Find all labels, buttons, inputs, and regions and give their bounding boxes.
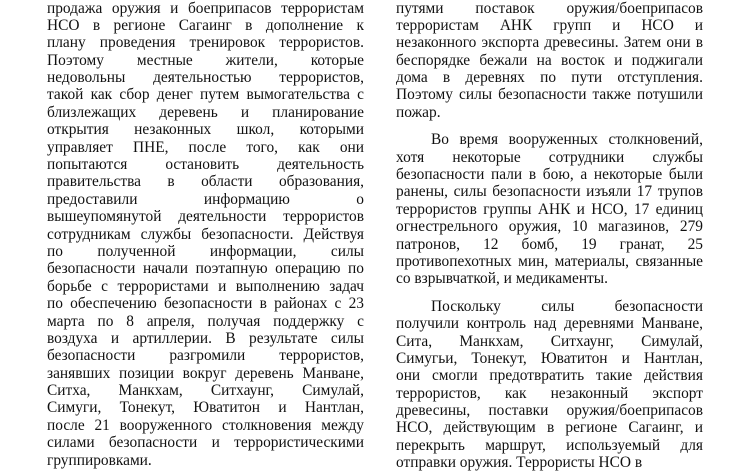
text-line: Симугьи, Тонекут, Юватитон и Нантлан, bbox=[396, 349, 703, 367]
text-line: Симуги, Тонекут, Юватитон и Нантлан, bbox=[47, 399, 364, 417]
text-line: ранены, силы безопасности изъяли 17 трупов bbox=[396, 183, 703, 201]
text-line: сотрудникам службы безопасности. Действуя bbox=[47, 225, 364, 243]
text-line: после 21 вооруженного столкновения между bbox=[47, 416, 364, 434]
text-line: путями поставок оружия/боеприпасов bbox=[396, 0, 703, 17]
text-line: занявших позиции вокруг деревень Манване, bbox=[47, 364, 364, 382]
text-line: перекрыть маршрут, используемый для bbox=[396, 436, 703, 454]
text-line: вышеупомянутой деятельности террористов bbox=[47, 208, 364, 226]
text-line: террористов группы АНК и НСО, 17 единиц bbox=[396, 200, 703, 218]
text-line: по обеспечению безопасности в районах с 23 bbox=[47, 295, 364, 313]
text-line: безопасности пали в бою, а некоторые были bbox=[396, 166, 703, 184]
text-line: безопасности разгромили террористов, bbox=[47, 347, 364, 365]
right-column bbox=[396, 0, 703, 472]
text-line: правительства в области образования, bbox=[47, 173, 364, 191]
text-line: плану проведения тренировок террористов. bbox=[47, 34, 364, 52]
text-line: хотя некоторые сотрудники службы bbox=[396, 148, 703, 166]
text-line: Поскольку силы безопасности bbox=[431, 297, 703, 315]
text-line: получили контроль над деревнями Манване, bbox=[396, 315, 703, 333]
text-line: огнестрельного оружия, 10 магазинов, 279 bbox=[396, 218, 703, 236]
text-line: попытаются остановить деятельность bbox=[47, 156, 364, 174]
text-line: древесины, поставки оружия/боеприпасов bbox=[396, 402, 703, 420]
text-line: управляет ПНЕ, после того, как они bbox=[47, 138, 364, 156]
text-line: Ситха, Манкхам, Ситхаунг, Симулай, bbox=[47, 382, 364, 400]
text-line: продажа оружия и боеприпасов террористам bbox=[47, 0, 364, 17]
text-line: НСО в регионе Сагаинг в дополнение к bbox=[47, 16, 364, 34]
text-line: со взрывчаткой, и медикаменты. bbox=[396, 270, 608, 288]
text-line: незаконного экспорта древесины. Затем они в bbox=[396, 34, 703, 52]
paragraph-gap bbox=[396, 121, 703, 131]
text-line: марта по 8 апреля, получая поддержку с bbox=[47, 312, 364, 330]
text-line: Поэтому силы безопасности также потушили bbox=[396, 86, 703, 104]
text-line: борьбе с террористами и выполнению задач bbox=[47, 277, 364, 295]
text-line: группировками. bbox=[47, 451, 152, 469]
text-line: беспорядке бежали на восток и поджигали bbox=[396, 51, 703, 69]
text-line: такой как сбор денег путем вымогательства с bbox=[47, 86, 364, 104]
text-line: пожар. bbox=[396, 103, 441, 121]
text-line: близлежащих деревень и планирование bbox=[47, 103, 364, 121]
text-line: НСО, действующим в регионе Сагаинг, и bbox=[396, 419, 703, 437]
text-line: Сита, Манкхам, Ситхаунг, Симулай, bbox=[396, 332, 703, 350]
text-line: Во время вооруженных столкновений, bbox=[431, 131, 703, 149]
text-line: предоставили информацию о bbox=[47, 190, 364, 208]
text-line: патронов, 12 бомб, 19 гранат, 25 bbox=[396, 235, 703, 253]
text-line: террористов, как незаконный экспорт bbox=[396, 384, 703, 402]
text-line: отправки оружия. Террористы НСО в bbox=[396, 454, 643, 472]
text-line: открытия незаконных школ, которыми bbox=[47, 121, 364, 139]
text-line: воздуха и артиллерии. В результате силы bbox=[47, 329, 364, 347]
text-line: безопасности начали поэтапную операцию по bbox=[47, 260, 364, 278]
text-line: недовольны деятельностью террористов, bbox=[47, 69, 364, 87]
text-line: силами безопасности и террористическими bbox=[47, 434, 364, 452]
text-line: по полученной информации, силы bbox=[47, 242, 364, 260]
text-line: они смогли предотвратить такие действия bbox=[396, 367, 703, 385]
paragraph-gap bbox=[396, 288, 703, 298]
text-line: террористам АНК групп и НСО и bbox=[396, 16, 703, 34]
left-column bbox=[47, 0, 364, 469]
text-line: противопехотных мин, материалы, связанные bbox=[396, 252, 703, 270]
text-line: Поэтому местные жители, которые bbox=[47, 51, 364, 69]
text-line: дома в деревнях по пути отступления. bbox=[396, 69, 703, 87]
